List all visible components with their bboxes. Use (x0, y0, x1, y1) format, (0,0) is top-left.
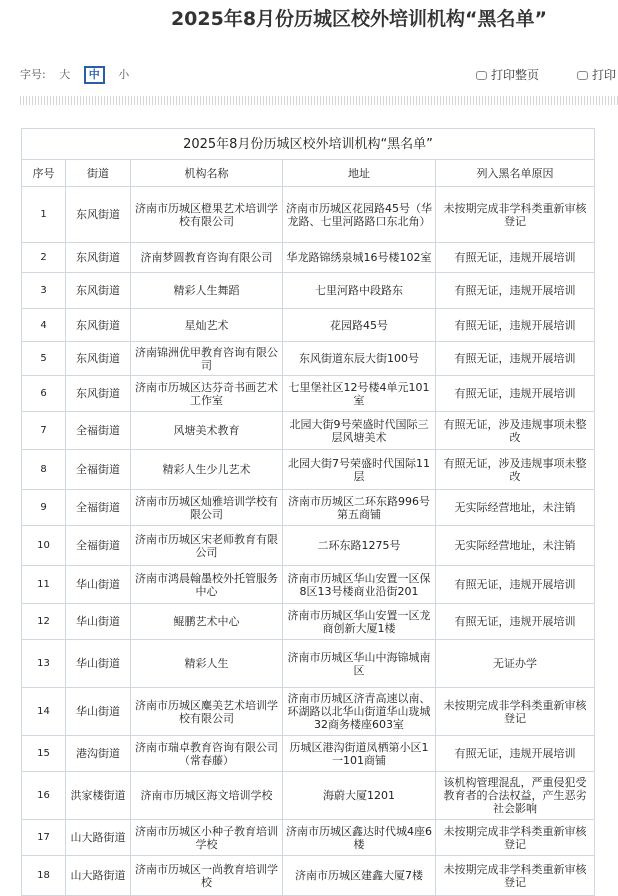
table-row (22, 490, 595, 526)
row-street: 东风街道 (66, 309, 131, 342)
table-row (22, 450, 595, 490)
row-reason: 未按期完成非学科类重新审核登记 (436, 688, 595, 736)
row-index: 5 (22, 342, 66, 376)
table-row (22, 772, 595, 820)
row-street: 东风街道 (66, 342, 131, 376)
row-institution: 济南市历城区橙果艺术培训学校有限公司 (131, 187, 283, 243)
row-index: 8 (22, 450, 66, 490)
row-address: 济南市历城区济青高速以南、环湖路以北华山街道华山珑城32商务楼座603室 (283, 688, 436, 736)
row-address: 济南市历城区二环东路996号第五商铺 (283, 490, 436, 526)
row-institution: 风塘美术教育 (131, 412, 283, 450)
row-institution: 精彩人生 (131, 640, 283, 688)
table-row (22, 376, 595, 412)
header-institution: 机构名称 (131, 160, 283, 187)
header-index: 序号 (22, 160, 66, 187)
row-reason: 未按期完成非学科类重新审核登记 (436, 187, 595, 243)
row-address: 七里堡社区12号楼4单元101室 (283, 376, 436, 412)
table-row (22, 342, 595, 376)
print-content-label: 打印 (592, 68, 617, 82)
table-row (22, 604, 595, 640)
row-street: 山大路街道 (66, 856, 131, 896)
table-row (22, 736, 595, 772)
table-row (22, 273, 595, 309)
row-street: 东风街道 (66, 187, 131, 243)
table-row (22, 187, 595, 243)
row-index: 3 (22, 273, 66, 309)
row-address: 济南市历城区华山中海锦城南区 (283, 640, 436, 688)
header-reason: 列入黑名单原因 (436, 160, 595, 187)
row-street: 华山街道 (66, 604, 131, 640)
row-index: 18 (22, 856, 66, 896)
row-index: 13 (22, 640, 66, 688)
row-index: 9 (22, 490, 66, 526)
row-institution: 济南市历城区宋老师教育有限公司 (131, 526, 283, 566)
row-index: 4 (22, 309, 66, 342)
row-address: 华龙路锦绣泉城16号楼102室 (283, 243, 436, 273)
font-size-large[interactable]: 大 (59, 68, 71, 81)
row-index: 2 (22, 243, 66, 273)
row-address: 济南市历城区花园路45号（华龙路、七里河路路口东北角） (283, 187, 436, 243)
row-institution: 精彩人生少儿艺术 (131, 450, 283, 490)
print-icon (577, 71, 588, 80)
header-address: 地址 (283, 160, 436, 187)
row-address: 七里河路中段路东 (283, 273, 436, 309)
row-institution: 济南市历城区麋美艺术培训学校有限公司 (131, 688, 283, 736)
row-institution: 济南市历城区一尚教育培训学校 (131, 856, 283, 896)
table-row (22, 856, 595, 896)
row-street: 全福街道 (66, 490, 131, 526)
font-size-label: 字号: (20, 68, 46, 81)
row-address: 北园大街7号荣盛时代国际11层 (283, 450, 436, 490)
row-street: 东风街道 (66, 243, 131, 273)
row-address: 济南市历城区华山安置一区龙商创新大厦1楼 (283, 604, 436, 640)
row-reason: 有照无证，违规开展培训 (436, 243, 595, 273)
row-reason: 无证办学 (436, 640, 595, 688)
table-caption: 2025年8月份历城区校外培训机构“黑名单” (22, 129, 595, 160)
print-icon (476, 71, 487, 80)
row-reason: 有照无证，违规开展培训 (436, 376, 595, 412)
table-row (22, 640, 595, 688)
print-page-button[interactable] (476, 66, 539, 83)
header-street: 街道 (66, 160, 131, 187)
row-index: 6 (22, 376, 66, 412)
row-address: 北园大街9号荣盛时代国际三层风塘美术 (283, 412, 436, 450)
row-street: 全福街道 (66, 412, 131, 450)
table-row (22, 412, 595, 450)
row-institution: 济南市历城区达芬奇书画艺术工作室 (131, 376, 283, 412)
table-row (22, 526, 595, 566)
row-institution: 济南锦洲优甲教育咨询有限公司 (131, 342, 283, 376)
row-street: 华山街道 (66, 688, 131, 736)
font-size-medium[interactable]: 中 (84, 66, 105, 84)
row-reason: 有照无证，违规开展培训 (436, 273, 595, 309)
table-row (22, 309, 595, 342)
table-row (22, 566, 595, 604)
row-institution: 精彩人生舞蹈 (131, 273, 283, 309)
row-reason: 未按期完成非学科类重新审核登记 (436, 820, 595, 856)
row-reason: 无实际经营地址，未注销 (436, 526, 595, 566)
row-institution: 济南市历城区小种子教育培训学校 (131, 820, 283, 856)
print-content-button[interactable] (577, 66, 616, 83)
row-street: 东风街道 (66, 376, 131, 412)
table-row (22, 243, 595, 273)
row-index: 16 (22, 772, 66, 820)
print-page-label: 打印整页 (491, 68, 540, 82)
row-index: 17 (22, 820, 66, 856)
row-address: 历城区港沟街道凤栖第小区1一101商铺 (283, 736, 436, 772)
row-index: 15 (22, 736, 66, 772)
row-reason: 有照无证，违规开展培训 (436, 604, 595, 640)
row-reason: 该机构管理混乱，严重侵犯受教育者的合法权益，产生恶劣社会影响 (436, 772, 595, 820)
row-index: 12 (22, 604, 66, 640)
row-address: 海蔚大厦1201 (283, 772, 436, 820)
row-institution: 济南梦圆教育咨询有限公司 (131, 243, 283, 273)
row-reason: 未按期完成非学科类重新审核登记 (436, 856, 595, 896)
page-title: 2025年8月份历城区校外培训机构“黑名单” (170, 8, 548, 30)
row-index: 1 (22, 187, 66, 243)
row-institution: 济南市瑞卓教育咨询有限公司（常春藤） (131, 736, 283, 772)
row-reason: 有照无证，违规开展培训 (436, 342, 595, 376)
font-size-small[interactable]: 小 (118, 68, 130, 81)
row-street: 华山街道 (66, 640, 131, 688)
row-reason: 有照无证，违规开展培训 (436, 309, 595, 342)
row-index: 11 (22, 566, 66, 604)
divider (20, 96, 618, 105)
row-index: 14 (22, 688, 66, 736)
row-address: 花园路45号 (283, 309, 436, 342)
row-address: 东风街道东辰大街100号 (283, 342, 436, 376)
row-address: 二环东路1275号 (283, 526, 436, 566)
row-reason: 有照无证，违规开展培训 (436, 566, 595, 604)
row-institution: 鲲鹏艺术中心 (131, 604, 283, 640)
row-reason: 有照无证，违规开展培训 (436, 736, 595, 772)
row-reason: 有照无证，涉及违规事项未整改 (436, 412, 595, 450)
row-street: 港沟街道 (66, 736, 131, 772)
blacklist-table (21, 128, 595, 896)
row-street: 全福街道 (66, 526, 131, 566)
row-street: 东风街道 (66, 273, 131, 309)
row-institution: 济南市历城区灿雅培训学校有限公司 (131, 490, 283, 526)
row-street: 全福街道 (66, 450, 131, 490)
row-street: 华山街道 (66, 566, 131, 604)
row-index: 10 (22, 526, 66, 566)
row-street: 山大路街道 (66, 820, 131, 856)
table-row (22, 820, 595, 856)
row-reason: 有照无证，涉及违规事项未整改 (436, 450, 595, 490)
font-size-selector (20, 66, 129, 84)
row-institution: 济南市历城区海文培训学校 (131, 772, 283, 820)
row-address: 济南市历城区华山安置一区保8区13号楼商业沿街201 (283, 566, 436, 604)
row-institution: 星灿艺术 (131, 309, 283, 342)
row-street: 洪家楼街道 (66, 772, 131, 820)
row-address: 济南市历城区建鑫大厦7楼 (283, 856, 436, 896)
row-address: 济南市历城区鑫达时代城4座6楼 (283, 820, 436, 856)
row-institution: 济南市鸿晨翰墨校外托管服务中心 (131, 566, 283, 604)
table-row (22, 688, 595, 736)
row-reason: 无实际经营地址，未注销 (436, 490, 595, 526)
row-index: 7 (22, 412, 66, 450)
